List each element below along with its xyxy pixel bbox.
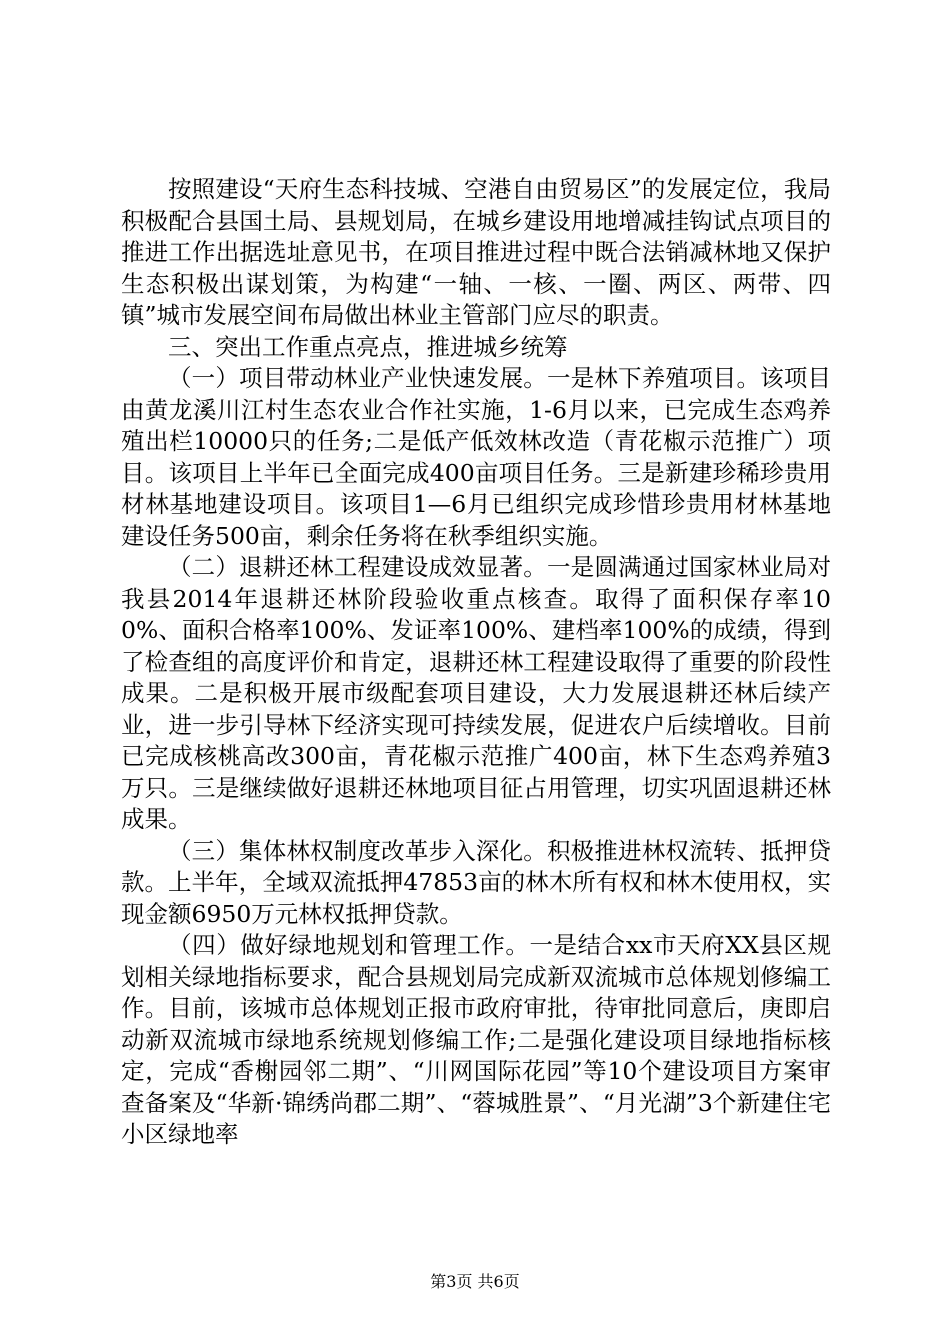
section-heading-three: 三、突出工作重点亮点，推进城乡统筹 (168, 332, 568, 361)
paragraph-planning-positioning: 按照建设“天府生态科技城、空港自由贸易区”的发展定位，我局积极配合县国土局、县规划局，在城乡建设用地增减挂钩试点项目的推进工作出据选址意见书，在项目推进过程中既合法销减林地又保护生态积极出谋划策，为构建“一轴、一核、一圈、两区、两带、四镇”城市发展空间布局做出林业主管部门应尽的职责。 (121, 175, 831, 329)
paragraph-item-one: （一）项目带动林业产业快速发展。一是林下养殖项目。该项目由黄龙溪川江村生态农业合作社实施，1-6月以来，已完成生态鸡养殖出栏10000只的任务;二是低产低效林改造（青花椒示范推广）项目。该项目上半年已全面完成400亩项目任务。三是新建珍稀珍贵用材林基地建设项目。该项目1—6月已组织完成珍惜珍贵用材林基地建设任务500亩，剩余任务将在秋季组织实施。 (121, 364, 831, 550)
paragraph-item-two: （二）退耕还林工程建设成效显著。一是圆满通过国家林业局对我县2014年退耕还林阶段验收重点核查。取得了面积保存率100%、面积合格率100%、发证率100%、建档率100%的成绩，得到了检查组的高度评价和肯定，退耕还林工程建设取得了重要的阶段性成果。二是积极开展市级配套项目建设，大力发展退耕还林后续产业，进一步引导林下经济实现可持续发展，促进农户后续增收。目前已完成核桃高改300亩，青花椒示范推广400亩，林下生态鸡养殖3万只。三是继续做好退耕还林地项目征占用管理，切实巩固退耕还林成果。 (121, 553, 831, 833)
paragraph-item-three: （三）集体林权制度改革步入深化。积极推进林权流转、抵押贷款。上半年，全域双流抵押47853亩的林木所有权和林木使用权，实现金额6950万元林权抵押贷款。 (121, 836, 831, 928)
paragraph-item-four: （四）做好绿地规划和管理工作。一是结合xx市天府XX县区规划相关绿地指标要求，配合县规划局完成新双流城市总体规划修编工作。目前，该城市总体规划正报市政府审批，待审批同意后，庚即启动新双流城市绿地系统规划修编工作;二是强化建设项目绿地指标核定，完成“香榭园邻二期”、“川网国际花园”等10个建设项目方案审查备案及“华新·锦绣尚郡二期”、“蓉城胜景”、“月光湖”3个新建住宅小区绿地率 (121, 931, 831, 1148)
document-body (121, 174, 831, 1151)
page-footer (0, 1272, 950, 1292)
page-number: 第3页 共6页 (430, 1272, 520, 1291)
